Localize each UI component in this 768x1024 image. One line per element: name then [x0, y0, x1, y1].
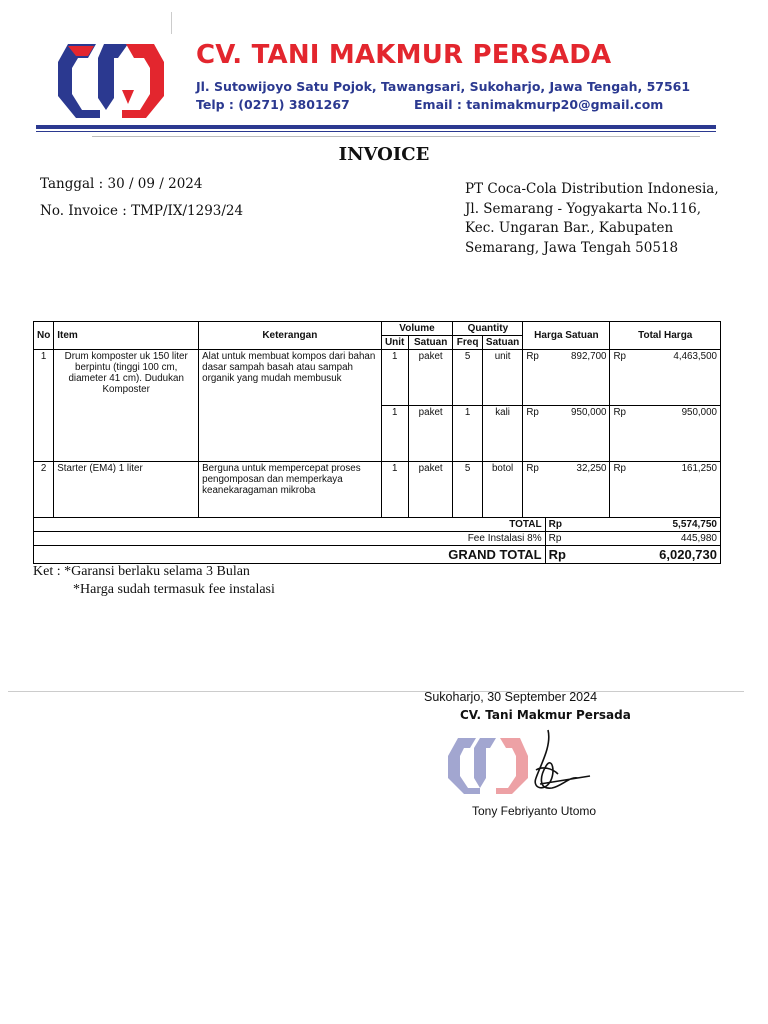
- header-item: Item: [54, 322, 199, 350]
- row-freq: 5: [453, 350, 482, 406]
- recipient-line: PT Coca-Cola Distribution Indonesia,: [465, 181, 719, 197]
- row-freq: 1: [453, 406, 482, 462]
- row-price-currency: Rp: [523, 462, 545, 518]
- company-name: CV. TANI MAKMUR PERSADA: [196, 40, 612, 70]
- items-table: [33, 321, 721, 564]
- company-logo-icon: [48, 32, 174, 124]
- invoice-number: No. Invoice : TMP/IX/1293/24: [40, 203, 244, 219]
- row-freq: 5: [453, 462, 482, 518]
- total-label: TOTAL: [34, 518, 546, 532]
- table-header-row: [34, 322, 721, 336]
- row-satuan-quantity: unit: [482, 350, 523, 406]
- header-harga-satuan: Harga Satuan: [523, 322, 610, 350]
- total-value: 5,574,750: [610, 518, 721, 532]
- header-freq: Freq: [453, 336, 482, 350]
- fee-value: 445,980: [610, 532, 721, 546]
- row-unit: 1: [381, 350, 408, 406]
- signature-name: Tony Febriyanto Utomo: [472, 804, 597, 818]
- row-satuan: paket: [408, 462, 453, 518]
- signature-place-date: Sukoharjo, 30 September 2024: [424, 690, 598, 704]
- header-unit: Unit: [381, 336, 408, 350]
- row-no: 2: [34, 462, 54, 518]
- row-keterangan: Berguna untuk mempercepat proses pengomposan dan memperkaya keanekaragaman mikroba: [199, 462, 381, 518]
- row-no: 1: [34, 350, 54, 462]
- row-satuan: paket: [408, 350, 453, 406]
- header-rule-thick: [36, 125, 716, 129]
- note-price: *Harga sudah termasuk fee instalasi: [73, 582, 275, 597]
- company-phone: Telp : (0271) 3801267: [196, 97, 350, 112]
- header-no: No: [34, 322, 54, 350]
- row-satuan-quantity: botol: [482, 462, 523, 518]
- total-currency: Rp: [545, 518, 610, 532]
- signature-company: CV. Tani Makmur Persada: [460, 708, 631, 722]
- top-tick-mark: [171, 12, 172, 34]
- invoice-date: Tanggal : 30 / 09 / 2024: [40, 176, 203, 192]
- header-rule-gray: [92, 136, 700, 137]
- row-total-currency: Rp: [610, 406, 632, 462]
- row-total: 161,250: [632, 462, 720, 518]
- row-unit: 1: [381, 406, 408, 462]
- header-satuan-quantity: Satuan: [482, 336, 523, 350]
- row-unit: 1: [381, 462, 408, 518]
- note-warranty: Ket : *Garansi berlaku selama 3 Bulan: [33, 564, 250, 579]
- row-total-currency: Rp: [610, 350, 632, 406]
- signature-stamp-icon: [440, 726, 600, 806]
- grand-total-row: [34, 546, 721, 564]
- fee-label: Fee Instalasi 8%: [34, 532, 546, 546]
- table-row: [34, 350, 721, 406]
- row-total-currency: Rp: [610, 462, 632, 518]
- row-keterangan: Alat untuk membuat kompos dari bahan dasar sampah basah atau sampah organik yang mudah membusuk: [199, 350, 381, 462]
- signature-separator: [8, 691, 744, 692]
- total-row: [34, 518, 721, 532]
- fee-currency: Rp: [545, 532, 610, 546]
- company-address: Jl. Sutowijoyo Satu Pojok, Tawangsari, Sukoharjo, Jawa Tengah, 57561: [196, 79, 691, 94]
- row-price-currency: Rp: [523, 406, 545, 462]
- header-total-harga: Total Harga: [610, 322, 721, 350]
- table-row: [34, 462, 721, 518]
- grand-total-label: GRAND TOTAL: [34, 546, 546, 564]
- row-price: 950,000: [545, 406, 610, 462]
- row-satuan-quantity: kali: [482, 406, 523, 462]
- recipient-line: Kec. Ungaran Bar., Kabupaten: [465, 220, 674, 236]
- row-price-currency: Rp: [523, 350, 545, 406]
- recipient-line: Jl. Semarang - Yogyakarta No.116,: [465, 200, 702, 217]
- row-total: 4,463,500: [632, 350, 720, 406]
- row-price: 892,700: [545, 350, 610, 406]
- grand-total-currency: Rp: [545, 546, 610, 564]
- row-satuan: paket: [408, 406, 453, 462]
- invoice-title: INVOICE: [338, 144, 430, 165]
- notes: [33, 563, 275, 599]
- recipient-address: [465, 180, 719, 258]
- header-keterangan: Keterangan: [199, 322, 381, 350]
- header-volume: Volume: [381, 322, 453, 336]
- row-price: 32,250: [545, 462, 610, 518]
- row-item: Starter (EM4) 1 liter: [54, 462, 199, 518]
- recipient-line: Semarang, Jawa Tengah 50518: [465, 239, 679, 256]
- header-rule-thin: [36, 131, 716, 132]
- header-satuan: Satuan: [408, 336, 453, 350]
- row-total: 950,000: [632, 406, 720, 462]
- grand-total-value: 6,020,730: [610, 546, 721, 564]
- header-quantity: Quantity: [453, 322, 523, 336]
- fee-row: [34, 532, 721, 546]
- company-email: Email : tanimakmurp20@gmail.com: [414, 97, 664, 112]
- row-item: Drum komposter uk 150 liter berpintu (tinggi 100 cm, diameter 41 cm). Dudukan Komposter: [54, 350, 199, 462]
